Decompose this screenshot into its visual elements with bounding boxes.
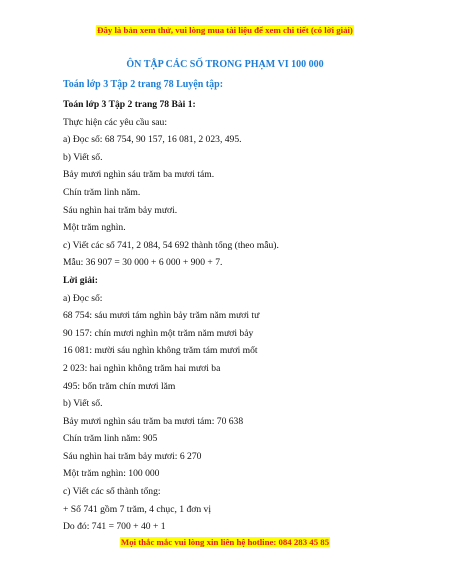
body-text-line: Mẫu: 36 907 = 30 000 + 6 000 + 900 + 7. <box>63 257 223 269</box>
document-title: ÔN TẬP CÁC SỐ TRONG PHẠM VI 100 000 <box>126 59 324 70</box>
body-text-line: Một trăm nghìn. <box>63 222 126 234</box>
body-text-line: 2 023: hai nghìn không trăm hai mươi ba <box>63 362 221 374</box>
body-text-line: Chín trăm linh năm. <box>63 186 141 198</box>
body-text-line: 16 081: mười sáu nghìn không trăm tám mươi mốt <box>63 345 258 357</box>
body-text-line: b) Viết số. <box>63 398 103 410</box>
body-text-line: + Số 741 gồm 7 trăm, 4 chục, 1 đơn vị <box>63 503 211 515</box>
body-text-line: Thực hiện các yêu cầu sau: <box>63 116 168 128</box>
preview-notice-banner <box>0 25 450 35</box>
body-text-line: Do đó: 741 = 700 + 40 + 1 <box>63 521 166 533</box>
body-text-line: a) Đọc số: <box>63 292 103 304</box>
section-subtitle: Toán lớp 3 Tập 2 trang 78 Luyện tập: <box>63 79 224 90</box>
body-text-line: 68 754: sáu mươi tám nghìn bảy trăm năm mươi tư <box>63 310 260 322</box>
body-text-line: Chín trăm linh năm: 905 <box>63 433 158 445</box>
body-text-line: c) Viết các số thành tổng: <box>63 486 161 498</box>
body-text-line: Sáu nghìn hai trăm bảy mươi. <box>63 204 178 216</box>
body-text-line: a) Đọc số: 68 754, 90 157, 16 081, 2 023, 495. <box>63 134 242 146</box>
body-text-line: Sáu nghìn hai trăm bảy mươi: 6 270 <box>63 450 202 462</box>
body-text-line: Bảy mươi nghìn sáu trăm ba mươi tám: 70 638 <box>63 415 244 427</box>
body-text-line: Bảy mươi nghìn sáu trăm ba mươi tám. <box>63 169 215 181</box>
preview-notice-text: Đây là bản xem thử, vui lòng mua tài liệu để xem chi tiết (có lời giải) <box>97 25 353 35</box>
body-text-line: b) Viết số. <box>63 151 103 163</box>
section-heading-line: Toán lớp 3 Tập 2 trang 78 Bài 1: <box>63 99 196 110</box>
document-body <box>63 96 393 536</box>
hotline-banner <box>0 537 450 547</box>
body-text-line: 495: bốn trăm chín mươi lăm <box>63 380 176 392</box>
hotline-text: Mọi thắc mắc vui lòng xin liên hệ hotline: 084 283 45 85 <box>120 537 330 547</box>
body-text-line: 90 157: chín mươi nghìn một trăm năm mươi bảy <box>63 327 254 339</box>
body-text-line: Một trăm nghìn: 100 000 <box>63 468 160 480</box>
body-text-line: c) Viết các số 741, 2 084, 54 692 thành tổng (theo mẫu). <box>63 239 279 251</box>
section-heading-line: Lời giải: <box>63 274 98 286</box>
